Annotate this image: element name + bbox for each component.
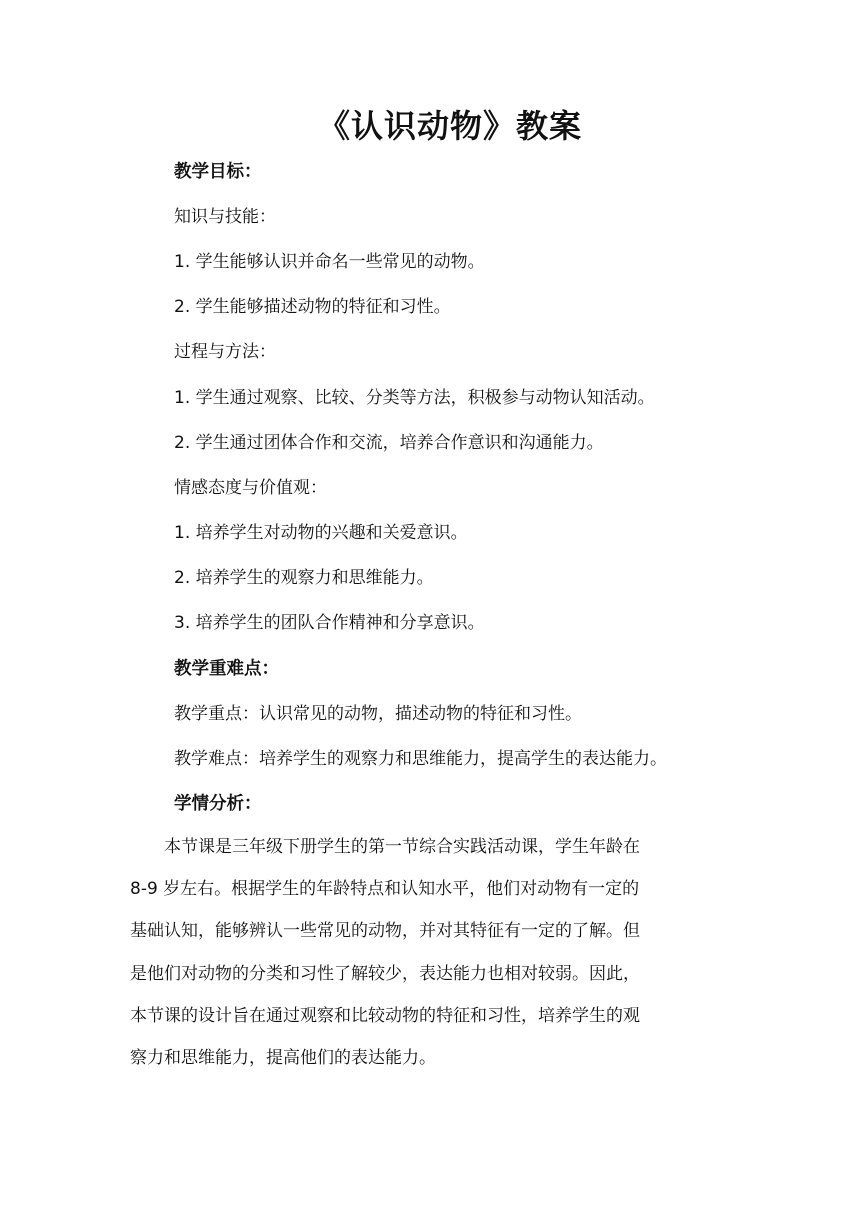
knowledge-item-1: 1. 学生能够认识并命名一些常见的动物。 xyxy=(174,252,485,272)
subheading-process: 过程与方法： xyxy=(174,342,276,362)
subheading-knowledge: 知识与技能： xyxy=(174,207,276,227)
analysis-line-1: 本节课是三年级下册学生的第一节综合实践活动课，学生年龄在 xyxy=(130,837,640,857)
analysis-line-3: 基础认知，能够辨认一些常见的动物，并对其特征有一定的了解。但 xyxy=(130,921,640,942)
process-item-1: 1. 学生通过观察、比较、分类等方法，积极参与动物认知活动。 xyxy=(174,388,655,408)
section-heading-analysis: 学情分析： xyxy=(174,794,262,814)
knowledge-item-2: 2. 学生能够描述动物的特征和习性。 xyxy=(174,297,451,317)
section-heading-key-points: 教学重难点： xyxy=(174,659,279,679)
analysis-line-4: 是他们对动物的分类和习性了解较少，表达能力也相对较弱。因此， xyxy=(130,963,640,984)
key-point-text: 教学重点：认识常见的动物，描述动物的特征和习性。 xyxy=(174,704,582,724)
analysis-paragraph xyxy=(130,826,732,1079)
subheading-attitude: 情感态度与价值观： xyxy=(174,478,327,498)
document-title: 《认识动物》教案 xyxy=(317,107,582,145)
analysis-line-2: 8-9 岁左右。根据学生的年龄特点和认知水平，他们对动物有一定的 xyxy=(130,879,640,900)
attitude-item-2: 2. 培养学生的观察力和思维能力。 xyxy=(174,568,434,588)
attitude-item-1: 1. 培养学生对动物的兴趣和关爱意识。 xyxy=(174,523,468,543)
difficult-point-text: 教学难点：培养学生的观察力和思维能力，提高学生的表达能力。 xyxy=(174,749,667,769)
section-heading-goals: 教学目标： xyxy=(174,162,262,182)
analysis-line-5: 本节课的设计旨在通过观察和比较动物的特征和习性，培养学生的观 xyxy=(130,1005,640,1026)
attitude-item-3: 3. 培养学生的团队合作精神和分享意识。 xyxy=(174,613,485,633)
analysis-line-6: 察力和思维能力，提高他们的表达能力。 xyxy=(130,1048,436,1069)
process-item-2: 2. 学生通过团体合作和交流，培养合作意识和沟通能力。 xyxy=(174,433,604,453)
